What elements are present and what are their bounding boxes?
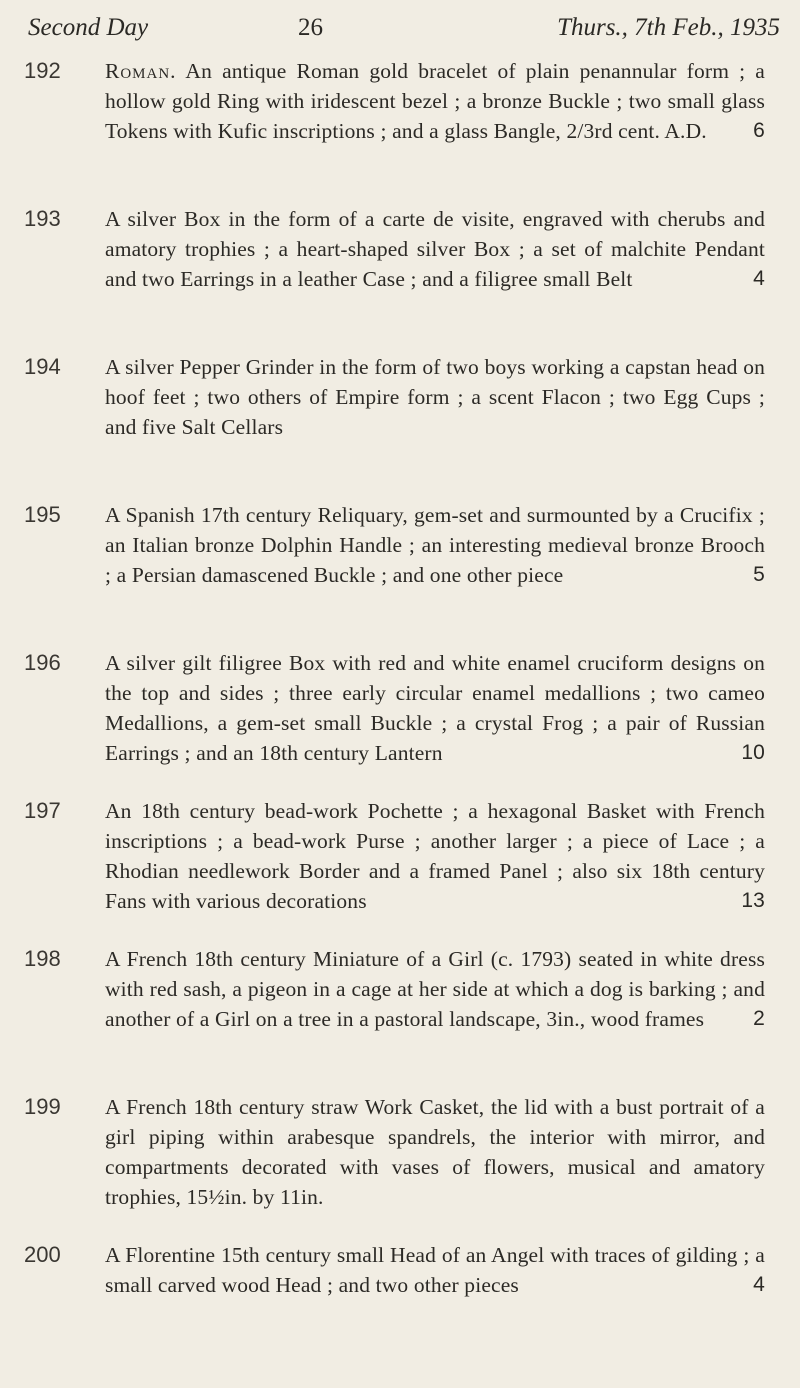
lot-entry (0, 1240, 800, 1388)
lot-number: 199 (24, 1094, 61, 1119)
lot-number: 193 (24, 206, 61, 231)
lot-list (0, 56, 800, 1388)
lot-quantity: 10 (741, 741, 765, 764)
lot-entry (0, 648, 800, 796)
lot-description (105, 1240, 765, 1300)
lot-number: 198 (24, 946, 61, 971)
lot-text: A silver Box in the form of a carte de visite, engraved with cherubs and amatory trophies ; a heart-shaped silver Box ; a set of malchite Pendant and two Earrings in a leather Case ; and a filigree small Belt (105, 207, 765, 291)
lot-entry (0, 56, 800, 204)
lot-text: An 18th century bead-work Pochette ; a hexagonal Basket with French inscriptions ; a bead-work Purse ; another larger ; a piece of Lace ; a Rhodian needlework Border and a framed Panel ; also six 18th century Fans with various decorations (105, 799, 765, 913)
lot-quantity: 6 (753, 119, 765, 142)
lot-text: A Florentine 15th century small Head of an Angel with traces of gilding ; a small carved wood Head ; and two other pieces (105, 1243, 765, 1297)
lot-text: A silver gilt filigree Box with red and white enamel cruciform designs on the top and sides ; three early circular enamel medallions ; two cameo Medallions, a gem-set small Buckle ; a crystal Frog ; a pair of Russian Earrings ; and an 18th century Lantern (105, 651, 765, 765)
lot-text: A French 18th century Miniature of a Girl (c. 1793) seated in white dress with red sash, a pigeon in a cage at her side at which a dog is barking ; and another of a Girl on a tree in a pastoral landscape, 3in., wood frames (105, 947, 765, 1031)
lot-text: A French 18th century straw Work Casket, the lid with a bust portrait of a girl piping within arabesque spandrels, the interior with mirror, and compartments decorated with vases of flowers, musical and amatory trophies, 15½in. by 11in. (105, 1095, 765, 1209)
lot-description (105, 500, 765, 590)
lot-quantity: 13 (741, 889, 765, 912)
lot-description (105, 796, 765, 916)
lot-description (105, 1092, 765, 1212)
lot-quantity: 5 (753, 563, 765, 586)
lot-description (105, 944, 765, 1034)
lot-description (105, 352, 765, 442)
lot-number: 192 (24, 58, 61, 83)
lot-number: 195 (24, 502, 61, 527)
lot-lead-word: Roman. (105, 59, 177, 83)
lot-number: 197 (24, 798, 61, 823)
lot-text: A silver Pepper Grinder in the form of two boys working a capstan head on hoof feet ; two others of Empire form ; a scent Flacon ; two Egg Cups ; and five Salt Cellars (105, 355, 765, 439)
lot-entry (0, 352, 800, 500)
lot-number: 196 (24, 650, 61, 675)
lot-entry (0, 944, 800, 1092)
lot-description (105, 204, 765, 294)
page-number: 26 (298, 14, 323, 41)
lot-quantity: 2 (753, 1007, 765, 1030)
lot-entry (0, 1092, 800, 1240)
header-sale-day: Second Day (28, 14, 149, 41)
lot-entry (0, 796, 800, 944)
lot-text: A Spanish 17th century Reliquary, gem-set and surmounted by a Crucifix ; an Italian bronze Dolphin Handle ; an interesting medieval bronze Brooch ; a Persian damascened Buckle ; and one other piece (105, 503, 765, 587)
lot-entry (0, 500, 800, 648)
lot-number: 200 (24, 1242, 61, 1267)
lot-description (105, 648, 765, 768)
lot-text: An antique Roman gold bracelet of plain penannular form ; a hollow gold Ring with iridescent bezel ; a bronze Buckle ; two small glass Tokens with Kufic inscriptions ; and a glass Bangle, 2/3rd cent. A.D. (105, 59, 765, 143)
lot-quantity: 4 (753, 1273, 765, 1296)
page-header (28, 10, 780, 46)
lot-description (105, 56, 765, 146)
lot-entry (0, 204, 800, 352)
lot-quantity: 4 (753, 267, 765, 290)
lot-number: 194 (24, 354, 61, 379)
header-sale-date: Thurs., 7th Feb., 1935 (557, 14, 780, 41)
